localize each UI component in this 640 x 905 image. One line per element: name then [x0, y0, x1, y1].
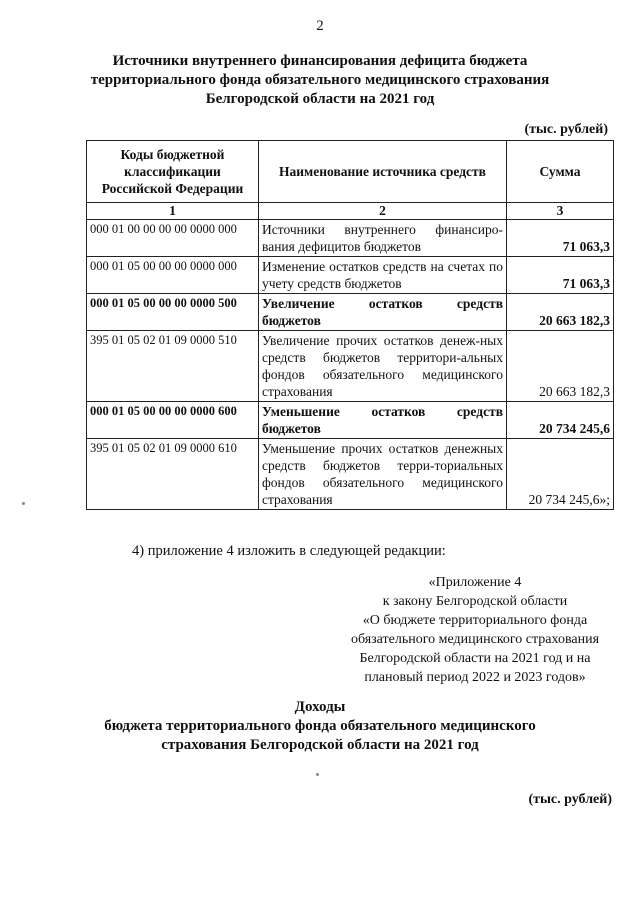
name-cell: Изменение остатков средств на счетах по учету средств бюджетов: [259, 257, 507, 294]
section-title: Источники внутреннего финансирования дефицита бюджета территориального фонда обязательного медицинского страхования Белгородской области на 2021 год: [90, 53, 550, 107]
code-cell: 000 01 05 00 00 00 0000 000: [87, 257, 259, 294]
appendix-line: плановый период 2022 и 2023 годов»: [364, 670, 586, 685]
code-cell: 395 01 05 02 01 09 0000 510: [87, 331, 259, 402]
table-row: [87, 439, 614, 510]
table-row: [87, 257, 614, 294]
code-cell: 000 01 00 00 00 00 0000 000: [87, 220, 259, 257]
amount-cell: 20 734 245,6: [507, 402, 614, 439]
code-cell: 000 01 05 00 00 00 0000 600: [87, 402, 259, 439]
income-title-line: страхования Белгородской области на 2021 год: [161, 737, 479, 753]
column-number-2: 2: [259, 203, 507, 220]
amount-cell: 20 663 182,3: [507, 294, 614, 331]
header-codes: Коды бюджетной классификации Российской Федерации: [87, 141, 259, 203]
name-cell: Увеличение остатков средств бюджетов: [259, 294, 507, 331]
name-cell: Уменьшение прочих остатков денежных средств бюджетов терри-ториальных фондов обязательного медицинского страхования: [259, 439, 507, 510]
units-label-2: (тыс. рублей): [528, 792, 612, 807]
page-number: 2: [316, 18, 324, 34]
code-cell: 000 01 05 00 00 00 0000 500: [87, 294, 259, 331]
scan-speck: [316, 773, 319, 776]
column-number-3: 3: [507, 203, 614, 220]
appendix-reference: [330, 573, 620, 687]
appendix-line: «Приложение 4: [428, 575, 522, 590]
header-amount: Сумма: [507, 141, 614, 203]
amount-cell: 20 663 182,3: [507, 331, 614, 402]
units-label: (тыс. рублей): [524, 122, 608, 137]
header-name: Наименование источника средств: [259, 141, 507, 203]
amount-cell: 20 734 245,6»;: [507, 439, 614, 510]
code-cell: 395 01 05 02 01 09 0000 610: [87, 439, 259, 510]
appendix-line: Белгородской области на 2021 год и на: [359, 651, 591, 666]
financing-sources-table: [86, 140, 614, 510]
table-row: [87, 331, 614, 402]
income-title-line: Доходы: [294, 699, 346, 715]
column-number-1: 1: [87, 203, 259, 220]
income-title: [100, 698, 540, 755]
amount-cell: 71 063,3: [507, 220, 614, 257]
name-cell: Источники внутреннего финансиро-вания дефицитов бюджетов: [259, 220, 507, 257]
appendix-line: «О бюджете территориального фонда: [362, 613, 588, 628]
table-row: [87, 294, 614, 331]
name-cell: Уменьшение остатков средств бюджетов: [259, 402, 507, 439]
appendix-line: обязательного медицинского страхования: [350, 632, 600, 647]
table-row: [87, 402, 614, 439]
amendment-paragraph: 4) приложение 4 изложить в следующей редакции:: [132, 543, 446, 559]
income-title-line: бюджета территориального фонда обязательного медицинского: [104, 718, 536, 734]
table-row: [87, 220, 614, 257]
appendix-line: к закону Белгородской области: [382, 594, 568, 609]
name-cell: Увеличение прочих остатков денеж-ных средств бюджетов территори-альных фондов обязательного медицинского страхования: [259, 331, 507, 402]
amount-cell: 71 063,3: [507, 257, 614, 294]
scan-speck: [22, 502, 25, 505]
